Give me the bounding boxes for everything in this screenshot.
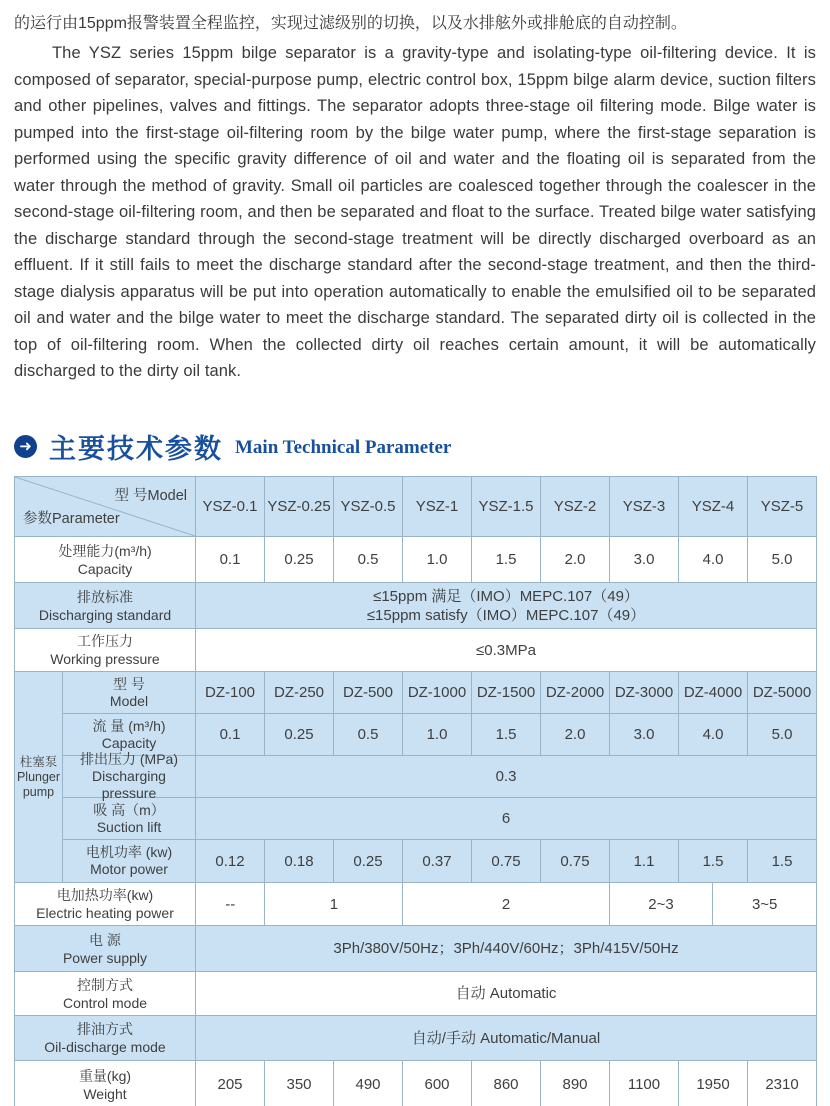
row-label-zh: 电加热功率(kw) [56, 887, 154, 903]
merged-value-cell: 0.3 [495, 768, 517, 785]
table-cell: 0.25 [334, 840, 403, 882]
model-header: YSZ-2 [541, 477, 610, 536]
row-label [63, 798, 196, 839]
table-cell: 4.0 [679, 714, 748, 755]
row-label-en: Discharging pressure [92, 768, 166, 801]
row-label [15, 972, 196, 1015]
model-header: YSZ-0.25 [265, 477, 334, 536]
row-label-en: Capacity [77, 560, 133, 577]
row-label-en: Working pressure [50, 651, 160, 667]
table-cell: 2 [403, 883, 609, 925]
row-label-en: Suction lift [96, 818, 162, 835]
merged-value-cell: 6 [501, 810, 511, 827]
row-label-en: Discharging standard [38, 606, 172, 623]
table-cell: 490 [334, 1061, 403, 1106]
row-label [15, 926, 196, 971]
row-label-zh: 电 源 [89, 931, 121, 948]
row-label-zh: 重量(kg) [78, 1067, 132, 1084]
table-cell: 2~3 [610, 883, 714, 925]
table-cell: 2310 [765, 1076, 799, 1093]
table-cell: 3.0 [610, 537, 679, 582]
table-cell: 890 [541, 1061, 610, 1106]
motor-power-row [63, 840, 816, 882]
row-label-en: Electric heating power [36, 905, 174, 921]
table-cell: DZ-1000 [403, 672, 472, 713]
intro-section [0, 0, 830, 385]
table-cell: DZ-1500 [472, 672, 541, 713]
row-label-zh: 流 量 (m³/h) [92, 717, 166, 734]
corner-cell [15, 477, 196, 536]
row-label-en: Control mode [62, 994, 148, 1011]
technical-parameter-table [14, 476, 817, 1106]
row-label-zh: 吸 高（m） [93, 801, 165, 818]
power-supply-row [15, 926, 816, 972]
row-label-zh: 排放标准 [77, 588, 133, 605]
table-cell: 1.5 [679, 840, 748, 882]
merged-value-cell: ≤0.3MPa [476, 641, 536, 659]
table-cell: DZ-5000 [752, 684, 812, 701]
section-heading [14, 427, 830, 466]
row-label-zh: 电机功率 (kw) [85, 844, 173, 860]
intro-paragraph-en: The YSZ series 15ppm bilge separator is a gravity-type and isolating-type oil-filtering device. It is composed of separator, special-purpose pump, electric control box, 15ppm bilge alarm device, suction filters and other pipelines, valves and fittings. The separator adopts three-stage oil filtering mode. Bilge water is pumped into the first-stage oil-filtering room by the bilge water pump, where the first-stage separation is performed using the specific gravity difference of oil and water and the floating oil is separated from the water through the method of gravity. Small oil particles are coalesced together through the coalescer in the second-stage oil-filtering room, and then be separated and float to the surface. Treated bilge water satisfying the discharge standard through the second-stage treatment will be directly discharged overboard as an effluent. If it still fails to meet the discharge standard after the second-stage treatment, and then the third-stage dialysis apparatus will be put into operation automatically to enable the emulsified oil to be separated oil and water and the bilge water to meet the discharge standard. The separated dirty oil is collected in the top of oil-filtering room. When the collected dirty oil reaches certain amount, it will be automatically discharged to the dirty oil tank. [14, 44, 816, 380]
row-label-en: Oil-discharge mode [44, 1039, 166, 1055]
row-label [15, 1061, 196, 1106]
row-label-en: Weight [83, 1085, 127, 1102]
table-cell: DZ-4000 [679, 672, 748, 713]
row-label [15, 883, 196, 925]
table-cell: DZ-2000 [541, 672, 610, 713]
table-cell: DZ-500 [334, 672, 403, 713]
model-header: YSZ-3 [610, 477, 679, 536]
table-cell: 1.5 [472, 537, 541, 582]
group-label-en1: Plunger [16, 769, 61, 784]
discharge-standard-line2: ≤15ppm satisfy（IMO）MEPC.107（49） [366, 606, 646, 624]
corner-label-model: 型 号Model [114, 488, 187, 504]
table-cell: 350 [265, 1061, 334, 1106]
model-header: YSZ-1.5 [472, 477, 541, 536]
row-label [63, 840, 196, 882]
table-cell: 3.0 [610, 714, 679, 755]
merged-value-cell: 3Ph/380V/50Hz；3Ph/440V/60Hz；3Ph/415V/50Hz [333, 940, 679, 957]
table-cell: 0.5 [334, 714, 403, 755]
row-label-zh: 工作压力 [77, 633, 133, 649]
table-cell: 1.1 [610, 840, 679, 882]
table-cell: 1.0 [403, 714, 472, 755]
table-cell: 1950 [679, 1061, 748, 1106]
merged-value-cell [196, 583, 816, 628]
table-cell: -- [196, 883, 265, 925]
table-cell: 0.18 [265, 840, 334, 882]
row-label-zh: 排出压力 (MPa) [80, 751, 178, 767]
table-cell: 1100 [610, 1061, 679, 1106]
section-title-en: Main Technical Parameter [235, 437, 452, 458]
table-cell: 0.37 [403, 840, 472, 882]
weight-row [15, 1061, 816, 1106]
model-header: YSZ-5 [760, 498, 804, 515]
discharging-standard-row [15, 583, 816, 629]
electric-heating-power-row [15, 883, 816, 926]
table-cell: 205 [196, 1061, 265, 1106]
row-label-en: Motor power [90, 861, 168, 877]
table-cell: 0.12 [196, 840, 265, 882]
table-cell: DZ-250 [265, 672, 334, 713]
row-label [63, 672, 196, 713]
table-cell: 600 [403, 1061, 472, 1106]
table-cell: 2.0 [541, 537, 610, 582]
control-mode-row [15, 972, 816, 1016]
table-cell: 1.5 [771, 852, 793, 870]
table-cell: 1 [265, 883, 403, 925]
table-cell: 5.0 [771, 551, 793, 568]
table-cell: 0.25 [265, 714, 334, 755]
row-label-en: Capacity [101, 734, 157, 751]
model-header: YSZ-4 [679, 477, 748, 536]
row-label-en: Model [109, 692, 149, 709]
row-label [15, 1016, 196, 1060]
table-header-row [15, 477, 816, 537]
table-cell: 2.0 [541, 714, 610, 755]
group-label-zh: 柱塞泵 [19, 754, 58, 769]
discharging-pressure-row [63, 751, 816, 801]
working-pressure-row [15, 629, 816, 672]
intro-paragraph-zh: 的运行由15ppm报警装置全程监控，实现过滤级别的切换，以及水排舷外或排舱底的自动控制。 [14, 15, 687, 32]
table-cell: 1.0 [403, 537, 472, 582]
row-label-zh: 排油方式 [77, 1021, 133, 1037]
table-cell: 0.75 [472, 840, 541, 882]
pump-capacity-row [63, 714, 816, 756]
row-label [63, 751, 196, 801]
arrow-right-circle-icon: ➜ [14, 435, 37, 458]
plunger-pump-group [15, 672, 816, 883]
capacity-row [15, 537, 816, 583]
table-cell: 0.1 [196, 537, 265, 582]
plunger-pump-rows [63, 672, 816, 882]
merged-value-cell: 自动/手动 Automatic/Manual [411, 1029, 601, 1047]
row-label-zh: 型 号 [113, 675, 145, 692]
table-cell: 0.1 [196, 714, 265, 755]
merged-value-cell: 自动 Automatic [455, 985, 557, 1002]
pump-model-row [63, 672, 816, 714]
table-cell: 860 [472, 1061, 541, 1106]
table-cell: 4.0 [679, 537, 748, 582]
row-label-zh: 处理能力(m³/h) [58, 542, 152, 559]
row-label [15, 583, 196, 628]
row-label-en: Power supply [62, 949, 148, 966]
table-cell: 1.5 [472, 714, 541, 755]
table-cell: 0.5 [334, 537, 403, 582]
table-cell: 5.0 [771, 726, 793, 743]
table-cell: 0.25 [265, 537, 334, 582]
corner-label-parameter: 参数Parameter [23, 511, 120, 527]
group-label-en2: pump [22, 784, 55, 799]
section-title-zh: 主要技术参数 [49, 433, 223, 464]
suction-lift-row [63, 798, 816, 840]
discharge-standard-line1: ≤15ppm 满足（IMO）MEPC.107（49） [373, 587, 639, 605]
table-cell: 3~5 [751, 895, 778, 913]
model-header: YSZ-1 [403, 477, 472, 536]
table-cell: 0.75 [541, 840, 610, 882]
row-label [15, 537, 196, 582]
model-header: YSZ-0.1 [196, 477, 265, 536]
model-header: YSZ-0.5 [334, 477, 403, 536]
row-label [63, 714, 196, 755]
table-cell: DZ-3000 [610, 672, 679, 713]
table-cell: DZ-100 [196, 672, 265, 713]
oil-discharge-mode-row [15, 1016, 816, 1061]
row-label [15, 629, 196, 671]
row-label-zh: 控制方式 [77, 976, 133, 993]
plunger-pump-group-label [15, 672, 63, 882]
